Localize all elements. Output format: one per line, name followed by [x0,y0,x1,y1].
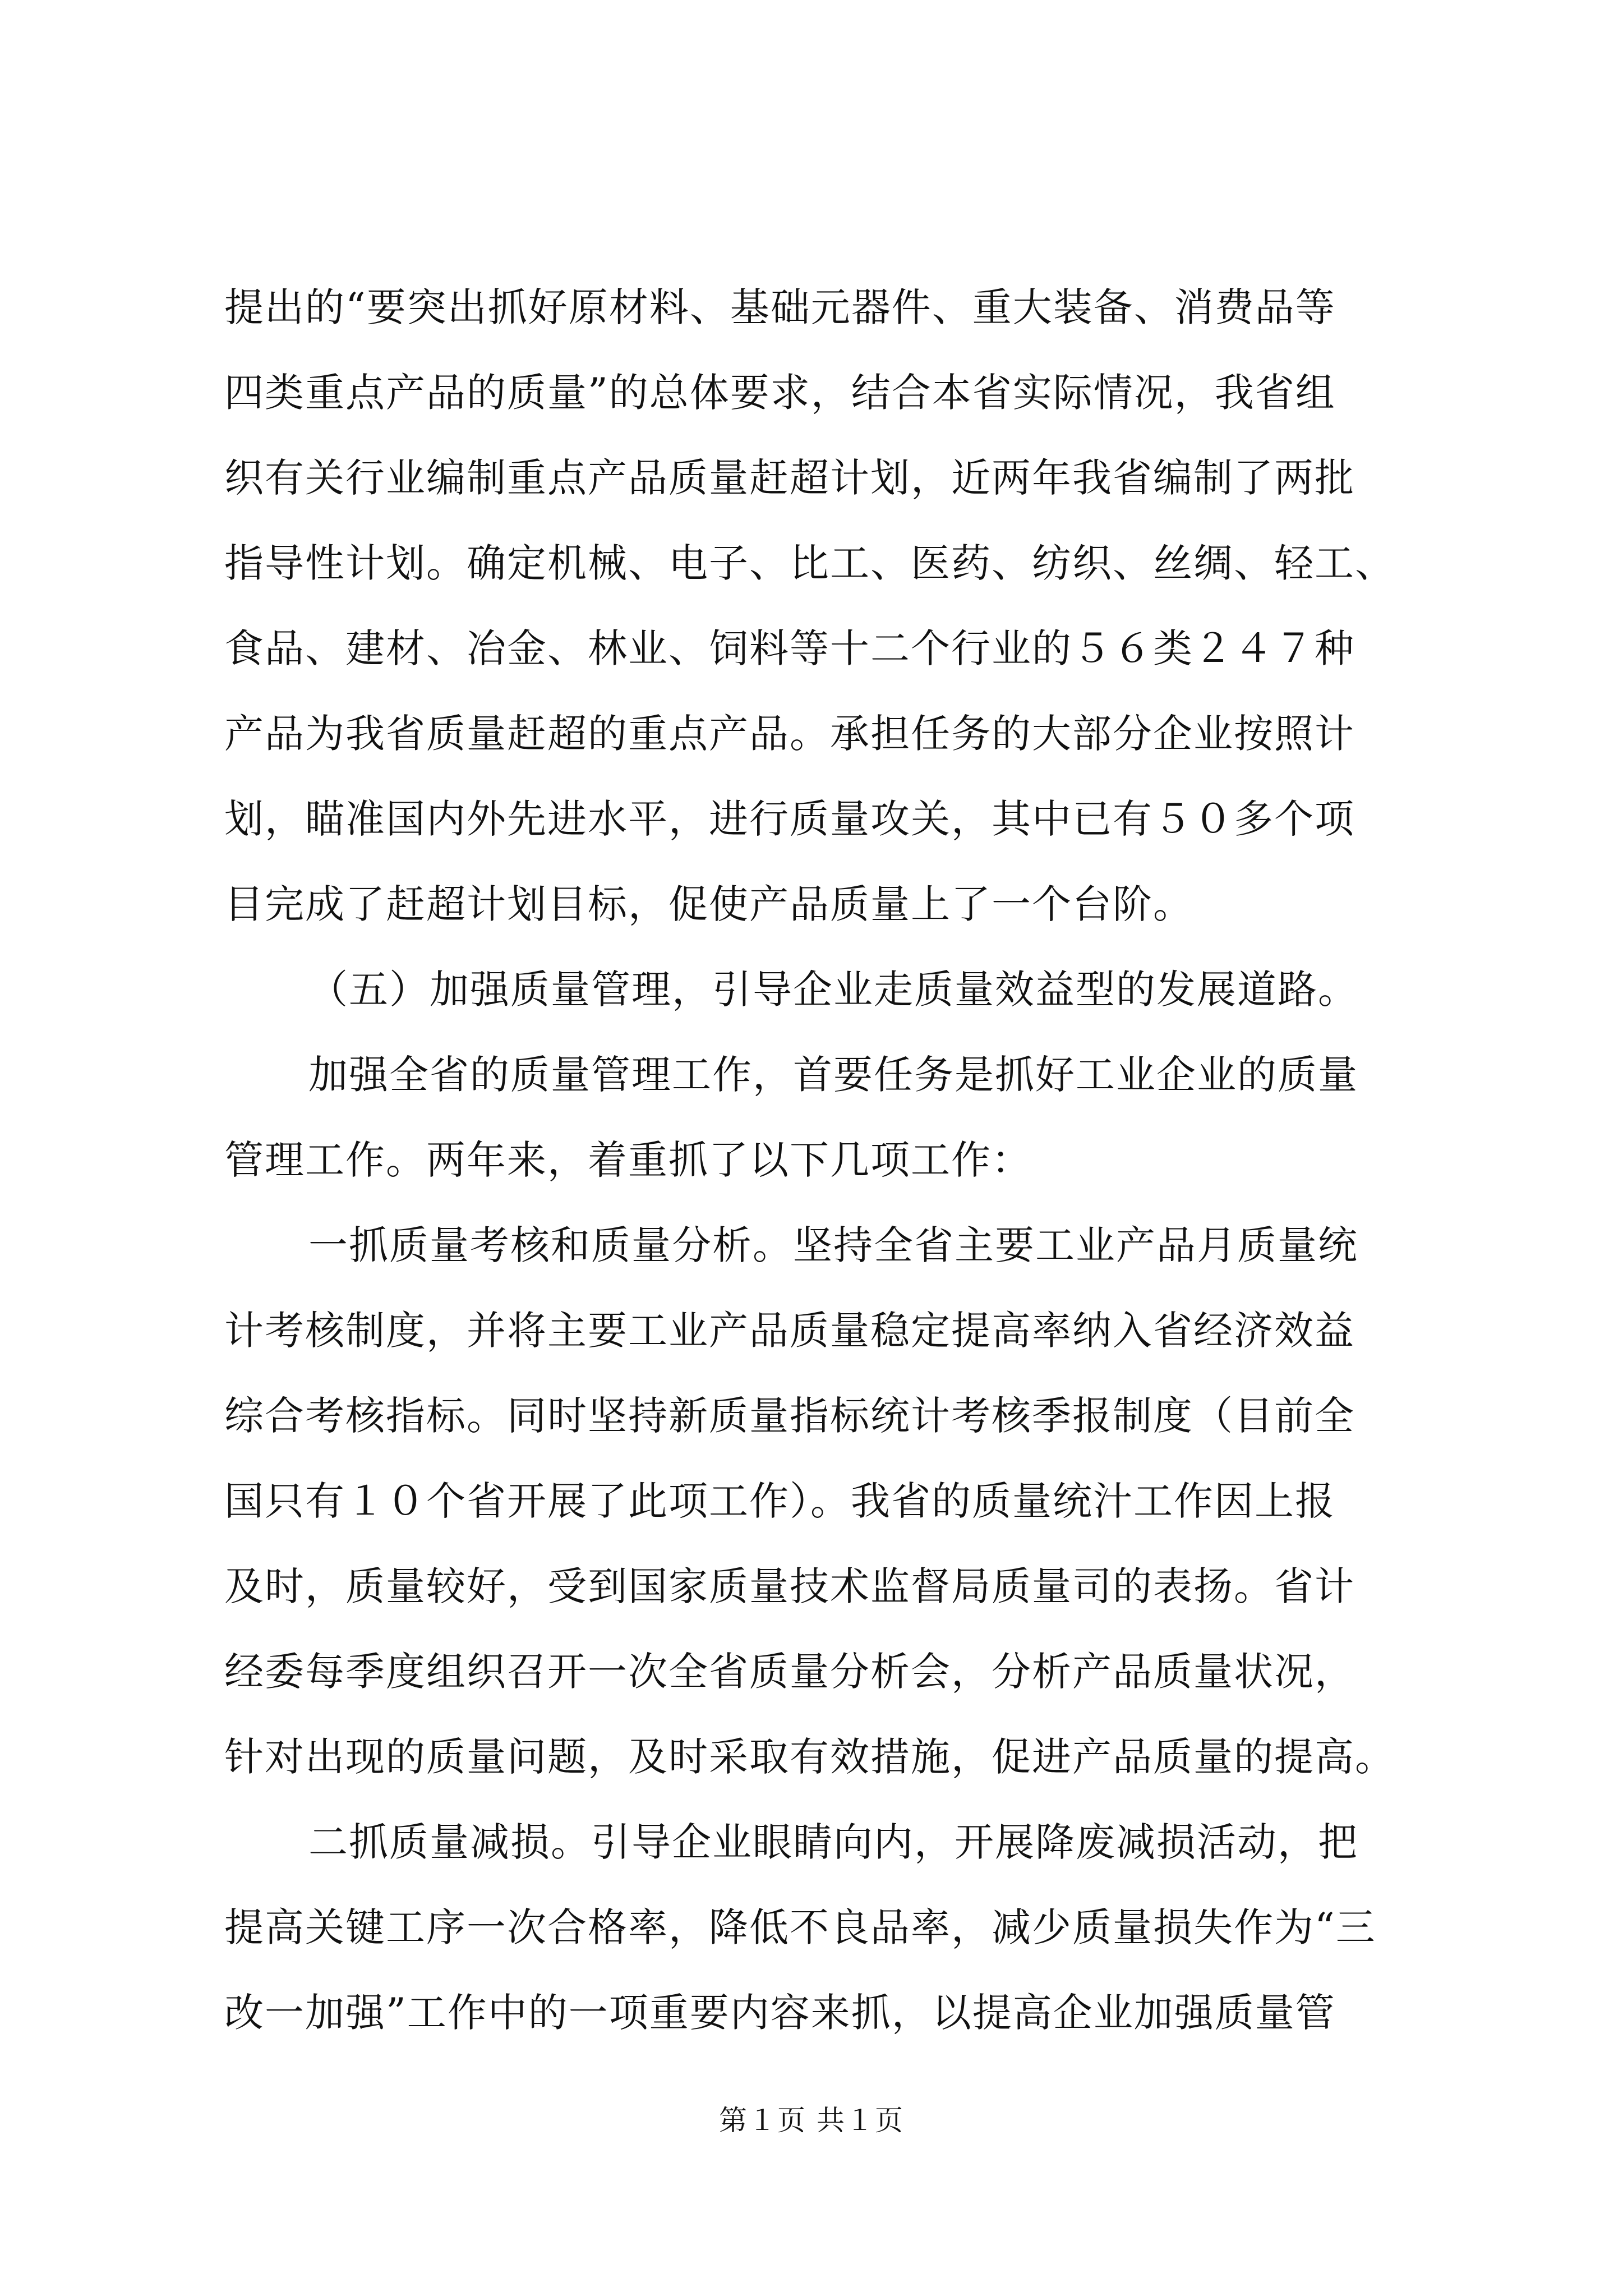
page-footer: 第１页 共１页 [719,2104,904,2137]
text-line: 加强全省的质量管理工作，首要任务是抓好工业企业的质量 [308,1052,1358,1098]
text-line: 经委每季度组织召开一次全省质量分析会，分析产品质量状况， [224,1649,1355,1695]
text-line: 改一加强”工作中的一项重要内容来抓，以提高企业加强质量管 [224,1990,1336,2036]
text-line: 一抓质量考核和质量分析。坚持全省主要工业产品月质量统 [308,1222,1358,1268]
text-line: 及时，质量较好，受到国家质量技术监督局质量司的表扬。省计 [224,1563,1355,1609]
text-line: 二抓质量减损。引导企业眼睛向内，开展降废减损活动，把 [308,1819,1358,1865]
text-line: 食品、建材、冶金、林业、饲料等十二个行业的５６类２４７种 [224,625,1355,671]
text-line: 针对出现的质量问题，及时采取有效措施，促进产品质量的提高。 [224,1734,1395,1780]
text-line: （五）加强质量管理，引导企业走质量效益型的发展道路。 [308,967,1358,1013]
text-line: 指导性计划。确定机械、电子、比工、医药、纺织、丝绸、轻工、 [224,540,1395,586]
text-line: 管理工作。两年来，着重抓了以下几项工作： [224,1137,1032,1183]
text-line: 综合考核指标。同时坚持新质量指标统计考核季报制度（目前全 [224,1393,1355,1439]
text-line: 提高关键工序一次合格率，降低不良品率，减少质量损失作为“三 [224,1904,1376,1950]
text-line: 提出的“要突出抓好原材料、基础元器件、重大装备、消费品等 [224,284,1336,330]
text-line: 织有关行业编制重点产品质量赶超计划，近两年我省编制了两批 [224,455,1355,501]
text-line: 产品为我省质量赶超的重点产品。承担任务的大部分企业按照计 [224,711,1355,757]
text-line: 国只有１０个省开展了此项工作）。我省的质量统汁工作因上报 [224,1478,1335,1524]
text-line: 四类重点产品的质量”的总体要求，结合本省实际情况，我省组 [224,370,1336,416]
text-line: 计考核制度，并将主要工业产品质量稳定提高率纳入省经济效益 [224,1308,1355,1354]
text-line: 目完成了赶超计划目标，促使产品质量上了一个台阶。 [224,881,1193,927]
text-line: 划，瞄准国内外先进水平，进行质量攻关，其中已有５０多个项 [224,796,1355,842]
document-body [224,265,1413,2055]
